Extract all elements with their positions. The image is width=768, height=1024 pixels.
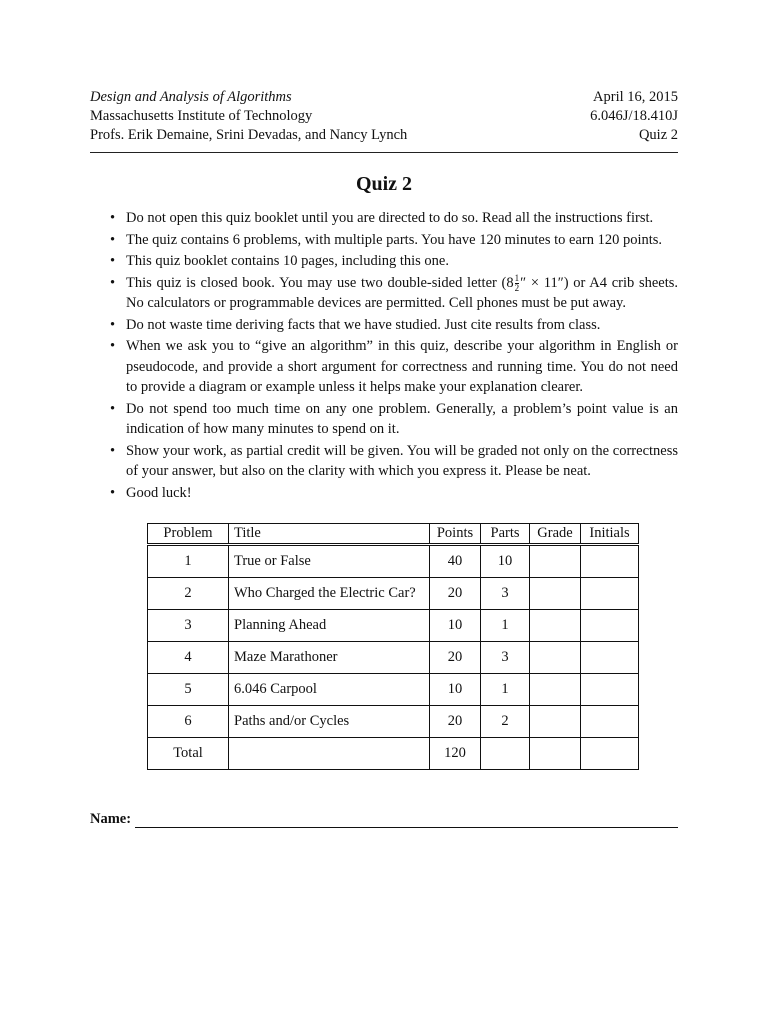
name-label: Name: (90, 811, 132, 827)
bullet-icon: • (110, 316, 116, 333)
initials-cell[interactable] (581, 674, 639, 706)
bullet-icon: • (110, 253, 116, 269)
bullet-icon: • (110, 484, 116, 501)
initials-cell[interactable] (581, 642, 639, 674)
table-row: 5 6.046 Carpool 10 1 (148, 674, 639, 706)
quiz-date: April 16, 2015 (593, 89, 678, 105)
instruction-item: • Do not open this quiz booklet until you are directed to do so. Read all the instructions first. (90, 208, 678, 229)
grade-cell[interactable] (530, 578, 581, 610)
institution-name: Massachusetts Institute of Technology (90, 108, 313, 124)
fraction: $\frac{1}{2}$ (514, 272, 520, 293)
total-points: 120 (430, 738, 481, 770)
bullet-icon: • (110, 442, 116, 459)
instruction-item: • This quiz is closed book. You may use two double-sided letter (8 $\frac{1}{2}$ ″ × 11″) or A4 crib sheets. No calculators or programmable devices are permitted. Cell phones must be put away. (110, 272, 678, 311)
bullet-icon: • (110, 231, 116, 248)
col-problem: Problem (148, 524, 229, 545)
initials-cell[interactable] (581, 610, 639, 642)
header-rule (90, 152, 678, 153)
col-initials: Initials (581, 524, 639, 545)
instruction-item: • Show your work, as partial credit will be given. You will be graded not only on the correctness of your answer, but also on the clarity with which you express it. Please be neat. (110, 442, 678, 479)
total-label: Total (148, 738, 229, 770)
grade-cell[interactable] (530, 674, 581, 706)
bullet-icon: • (110, 210, 116, 226)
table-row: 2 Who Charged the Electric Car? 20 3 (148, 578, 639, 610)
col-title: Title (229, 524, 430, 545)
table-header-row (148, 524, 639, 545)
instruction-item: • The quiz contains 6 problems, with multiple parts. You have 120 minutes to earn 120 points. (90, 230, 678, 251)
name-input-line[interactable] (135, 813, 678, 828)
bullet-icon: • (110, 274, 116, 291)
instruction-item: • Do not waste time deriving facts that we have studied. Just cite results from class. (90, 315, 678, 336)
col-parts: Parts (481, 524, 530, 545)
header-right (590, 88, 678, 145)
instruction-item: • Good luck! (90, 483, 678, 504)
grade-cell[interactable] (530, 738, 581, 770)
bullet-icon: • (110, 400, 116, 417)
quiz-label: Quiz 2 (638, 127, 678, 143)
course-number: 6.046J/18.410J (590, 108, 678, 124)
initials-cell[interactable] (581, 545, 639, 578)
table-total-row (148, 738, 639, 770)
table-row: 1 True or False 40 10 (148, 545, 639, 578)
initials-cell[interactable] (581, 738, 639, 770)
name-field (90, 811, 678, 828)
instructions-list (90, 208, 678, 503)
document-header (90, 88, 678, 145)
col-grade: Grade (530, 524, 581, 545)
table-row: 6 Paths and/or Cycles 20 2 (148, 706, 639, 738)
instruction-item: • When we ask you to “give an algorithm” in this quiz, describe your algorithm in English or pseudocode, and provide a short argument for correctness and running time. You do not need to provide a diagram or example unless it helps make your explanation clearer. (110, 338, 678, 395)
table-row: 3 Planning Ahead 10 1 (148, 610, 639, 642)
instruction-item: • Do not spend too much time on any one problem. Generally, a problem’s point value is an indication of how many minutes to spend on it. (110, 400, 678, 437)
initials-cell[interactable] (581, 578, 639, 610)
bullet-icon: • (110, 338, 116, 354)
professors: Profs. Erik Demaine, Srini Devadas, and Nancy Lynch (90, 127, 408, 143)
grade-cell[interactable] (530, 706, 581, 738)
grade-cell[interactable] (530, 610, 581, 642)
quiz-cover-page (90, 88, 678, 827)
course-name: Design and Analysis of Algorithms (90, 89, 292, 105)
grade-cell[interactable] (530, 545, 581, 578)
grading-table (147, 523, 639, 770)
page-title: Quiz 2 (355, 173, 413, 195)
grade-cell[interactable] (530, 642, 581, 674)
header-left (90, 88, 407, 145)
initials-cell[interactable] (581, 706, 639, 738)
table-row: 4 Maze Marathoner 20 3 (148, 642, 639, 674)
col-points: Points (430, 524, 481, 545)
instruction-item: • This quiz booklet contains 10 pages, including this one. (90, 251, 678, 272)
